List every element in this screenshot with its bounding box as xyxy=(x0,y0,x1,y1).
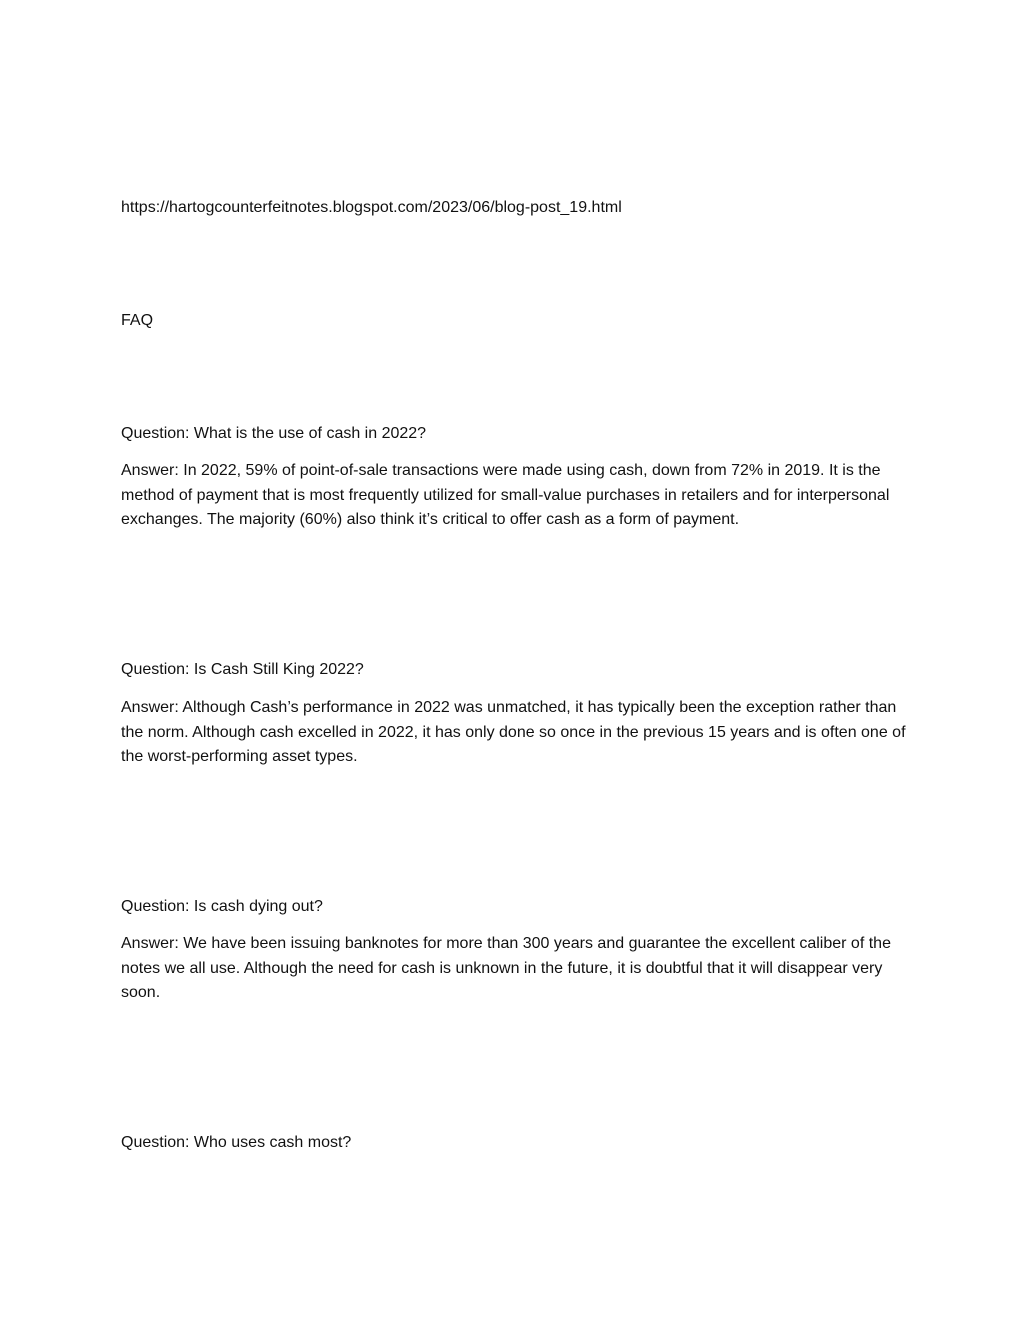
faq-answer-3: Answer: We have been issuing banknotes for more than 300 years and guarantee the excellent caliber of the notes we all use. Although the need for cash is unknown in the future, it is doubtful that it will disappear very soon. xyxy=(121,935,891,1001)
faq-question-3: Question: Is cash dying out? xyxy=(121,898,323,915)
faq-heading: FAQ xyxy=(121,312,154,329)
faq-question-4: Question: Who uses cash most? xyxy=(121,1134,352,1151)
faq-question-2: Question: Is Cash Still King 2022? xyxy=(121,661,364,678)
faq-answer-1: Answer: In 2022, 59% of point-of-sale transactions were made using cash, down from 72% in 2019. It is the method of payment that is most frequently utilized for small-value purchases in retailers and for interpersonal exchanges. The majority (60%) also think it’s critical to offer cash as a form of payment. xyxy=(121,462,890,528)
faq-question-1: Question: What is the use of cash in 2022? xyxy=(121,425,427,442)
faq-answer-2: Answer: Although Cash’s performance in 2022 was unmatched, it has typically been the exception rather than the norm. Although cash excelled in 2022, it has only done so once in the previous 15 years and is often one of the worst-performing asset types. xyxy=(121,699,906,765)
source-url: https://hartogcounterfeitnotes.blogspot.com/2023/06/blog-post_19.html xyxy=(121,199,622,216)
